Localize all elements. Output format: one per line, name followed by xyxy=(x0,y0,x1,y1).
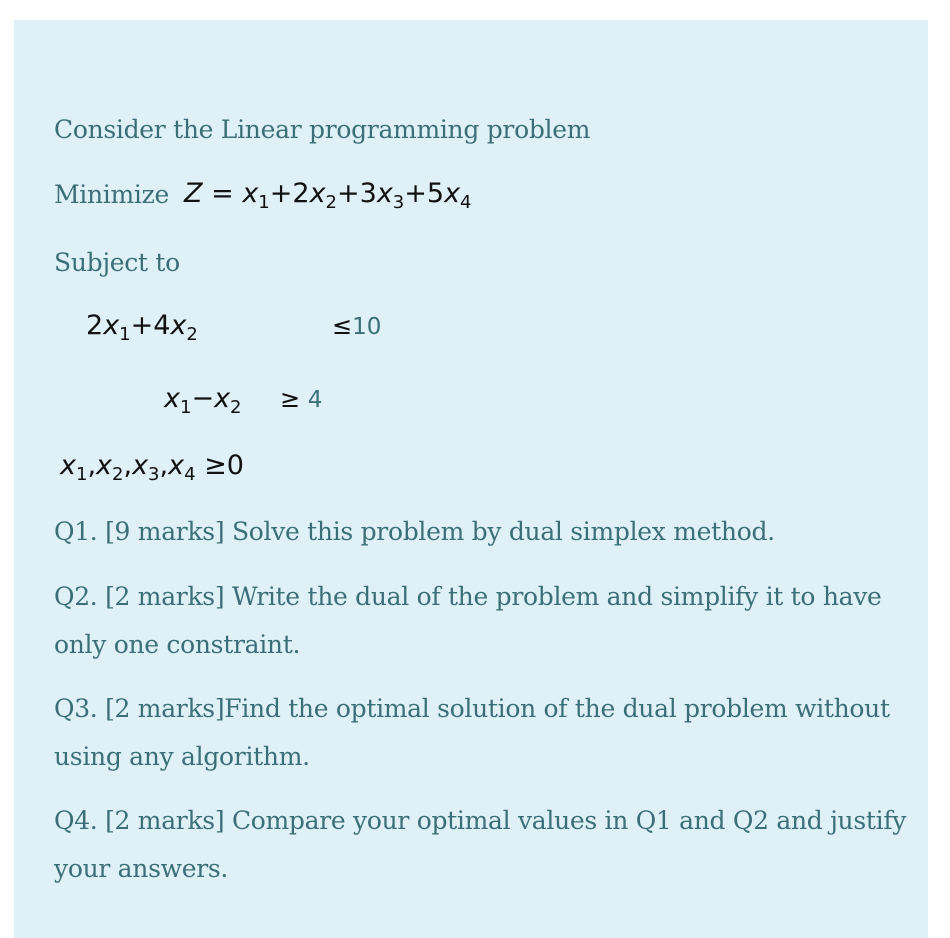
constraint-2-lhs: $x_1-x_2$ xyxy=(164,383,242,418)
subject-to-label: Subject to xyxy=(54,248,180,277)
term: $+2x_2$ xyxy=(269,178,337,213)
question-3-continued: using any algorithm. xyxy=(54,742,310,771)
intro-text: Consider the Linear programming problem xyxy=(54,115,591,144)
question-1: Q1. [9 marks] Solve this problem by dual simplex method. xyxy=(54,517,775,546)
constraint-1-relation: ≤10 xyxy=(332,312,382,340)
question-4-continued: your answers. xyxy=(54,854,229,883)
objective-terms xyxy=(242,178,472,213)
question-3: Q3. [2 marks]Find the optimal solution of the dual problem without xyxy=(54,694,890,723)
objective-function xyxy=(184,178,472,213)
question-2: Q2. [2 marks] Write the dual of the problem and simplify it to have xyxy=(54,582,882,611)
constraint-1-rhs: 10 xyxy=(352,314,382,340)
constraint-2-rhs: 4 xyxy=(307,387,323,413)
question-2-continued: only one constraint. xyxy=(54,630,301,659)
question-4: Q4. [2 marks] Compare your optimal values in Q1 and Q2 and justify xyxy=(54,806,907,835)
objective-variable: Z xyxy=(184,178,203,209)
constraint-2-relation: ≥ 4 xyxy=(280,385,323,413)
constraint-1-lhs: $2x_1+4x_2$ xyxy=(86,310,198,345)
nonnegativity-constraint: $x_1,x_2,x_3,x_4 \ge 0$ xyxy=(60,450,244,485)
objective-label: Minimize xyxy=(54,180,169,209)
term: $+3x_3$ xyxy=(337,178,405,213)
term: $+5x_4$ xyxy=(404,178,472,213)
term: $x_1$ xyxy=(242,178,270,213)
objective-equals: = xyxy=(211,178,234,209)
